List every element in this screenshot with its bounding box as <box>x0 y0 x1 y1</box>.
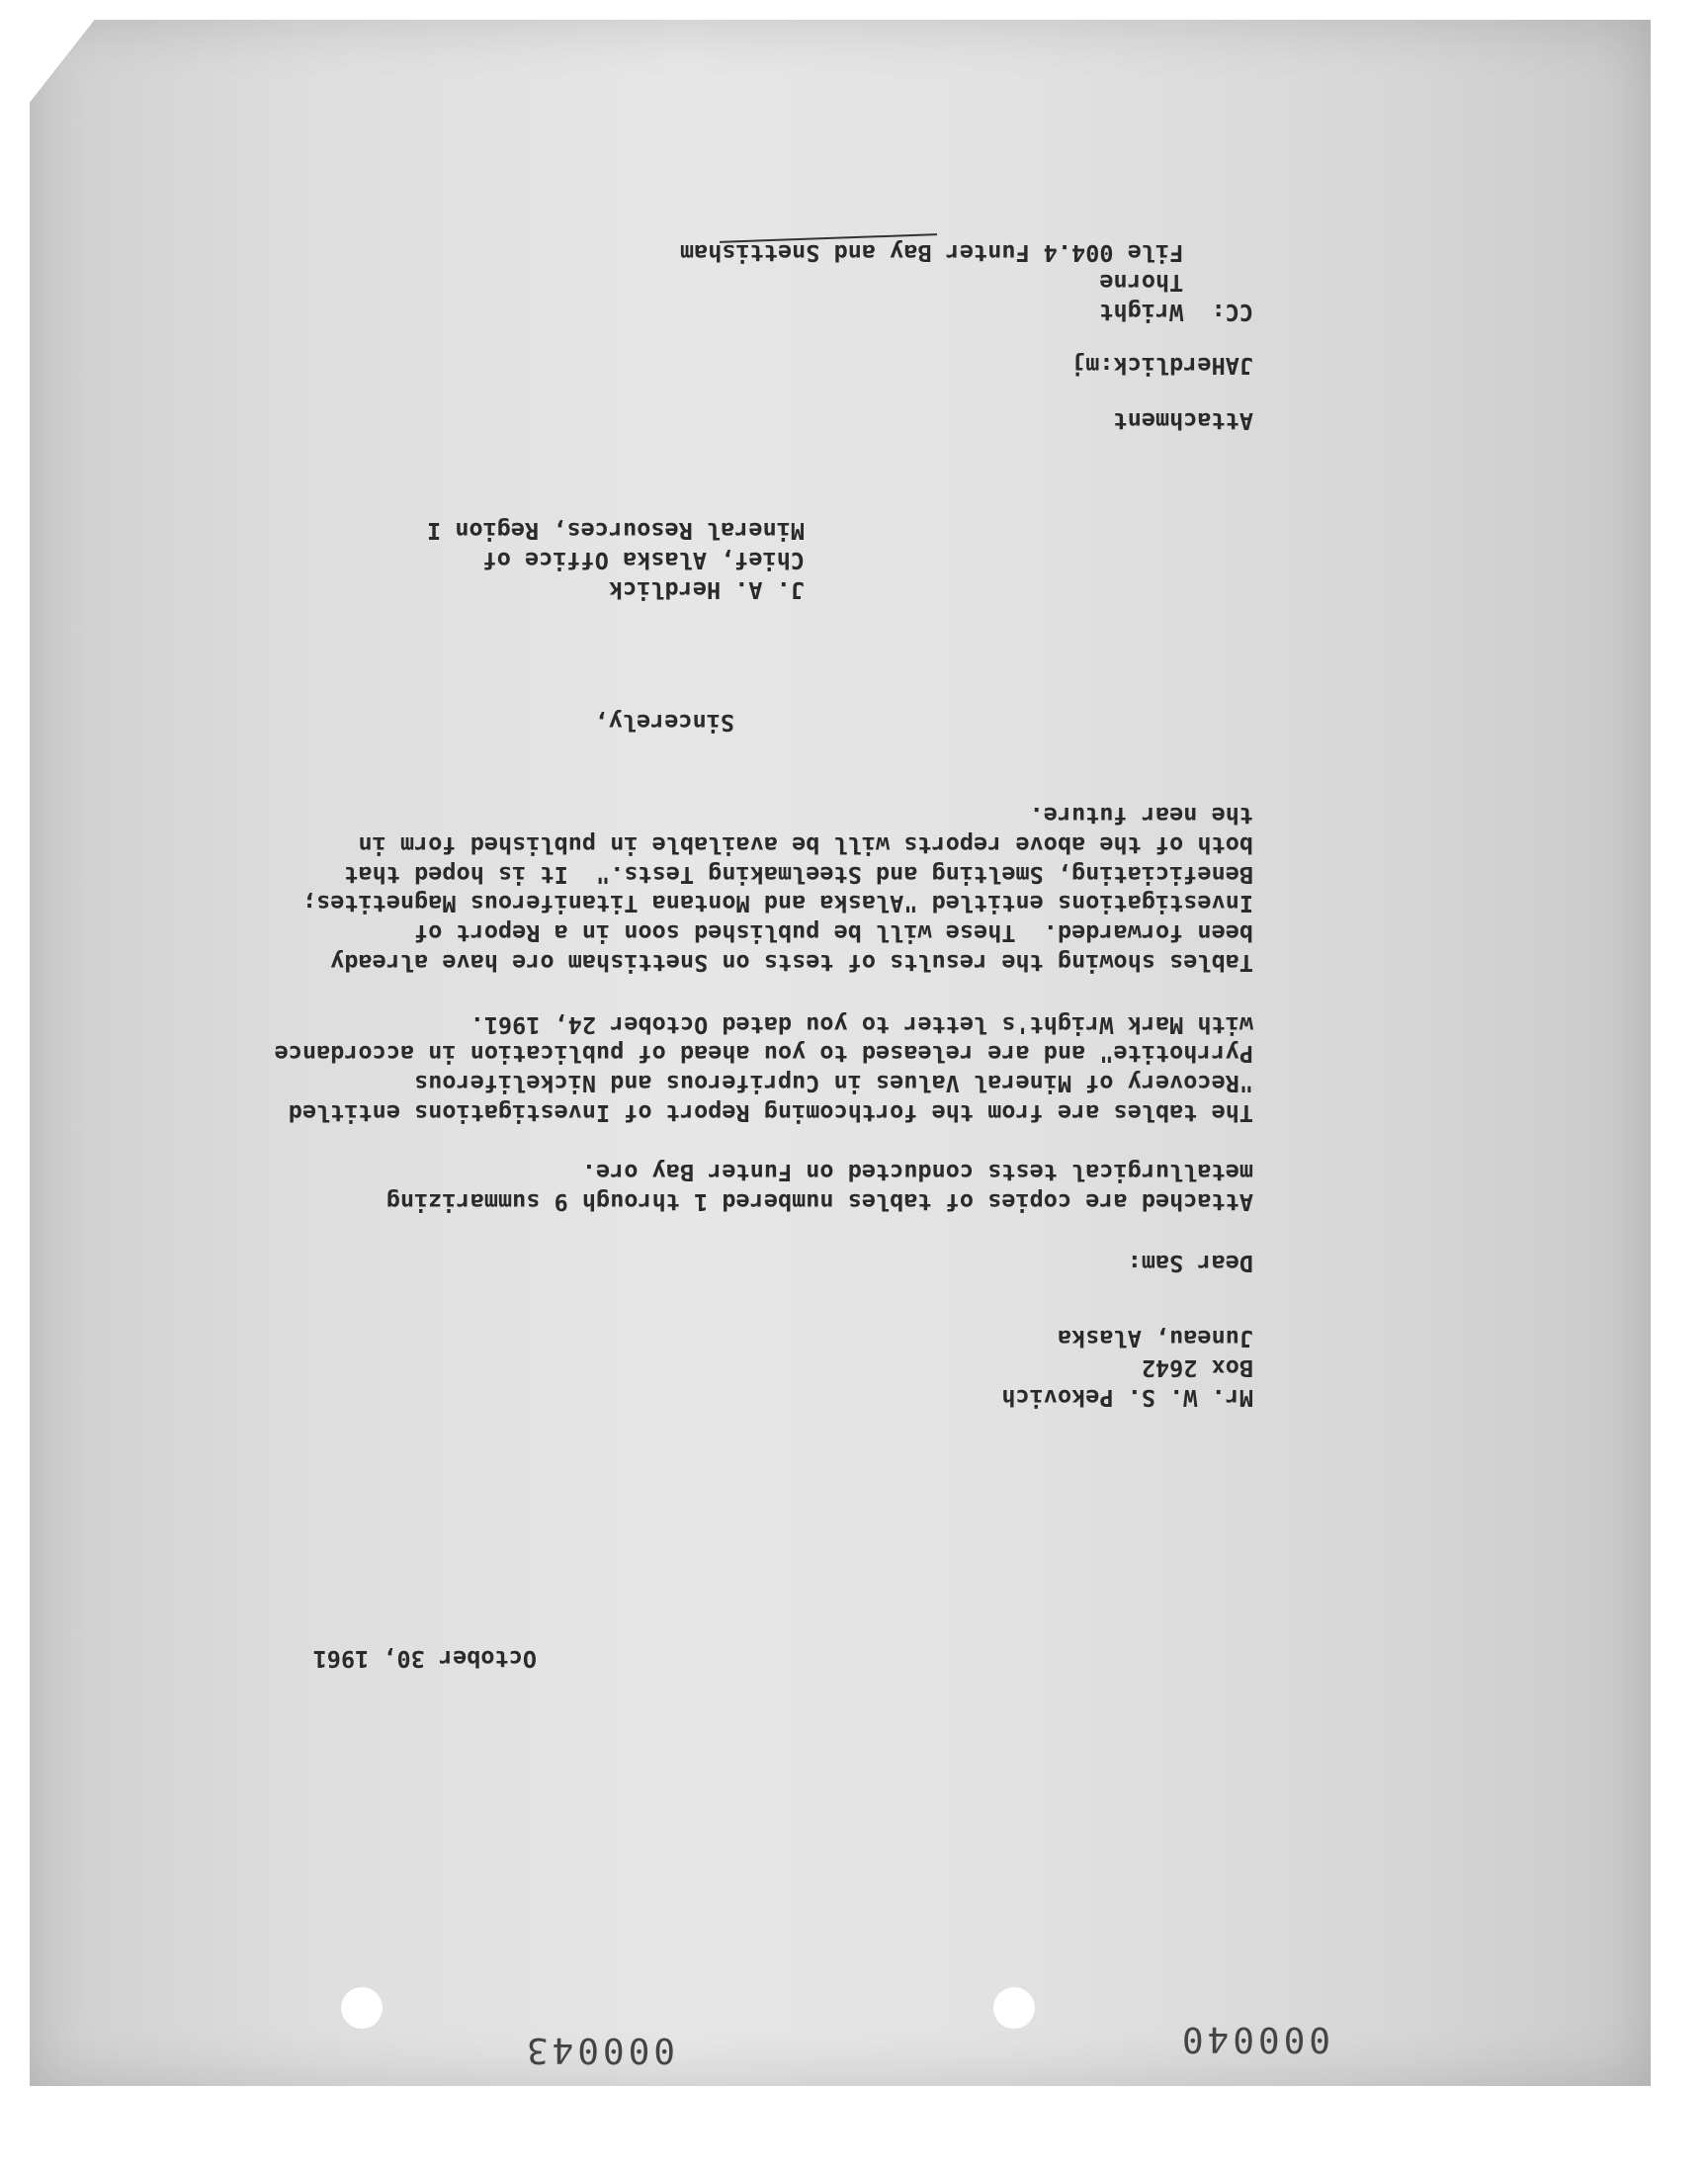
paragraph-2 <box>275 1009 1253 1127</box>
paragraph-line: been forwarded. These will be published soon in a Report of <box>414 919 1253 948</box>
page-stamp-left: 000043 <box>522 2030 675 2070</box>
letter-date: October 30, 1961 <box>312 1645 537 1673</box>
paragraph-line: Attached are copies of tables numbered 1 through 9 summarizing <box>385 1188 1253 1216</box>
paragraph-line: "Recovery of Mineral Values in Cupriferous and Nickeliferous <box>414 1070 1253 1098</box>
paragraph-line: the near future. <box>1029 802 1253 830</box>
recipient-line: Juneau, Alaska <box>1057 1325 1253 1353</box>
attachment-note: Attachment <box>1113 407 1253 435</box>
paragraph-line: Pyrrhotite" and are released to you ahead of publication in accordance <box>274 1040 1253 1069</box>
signature-line: Chief, Alaska Office of <box>482 547 805 575</box>
recipient-address <box>1001 1324 1253 1412</box>
recipient-line: Box 2642 <box>1141 1354 1253 1383</box>
salutation: Dear Sam: <box>1127 1250 1253 1277</box>
closing: Sincerely, <box>594 709 734 737</box>
paragraph-line: The tables are from the forthcoming Report of Investigations entitled <box>288 1099 1253 1127</box>
cc-line: Thorne <box>1099 269 1253 298</box>
recipient-line: Mr. W. S. Pekovich <box>1001 1384 1253 1412</box>
typist-initials: JAHerdlick:mj <box>1071 352 1253 380</box>
cc-line: CC: Wright <box>1099 299 1253 326</box>
paragraph-line: Investigations entitled "Alaska and Montana Titaniferous Magnetites; <box>301 890 1253 918</box>
cc-list <box>680 238 1253 326</box>
paragraph-line: both of the above reports will be available in published form in <box>358 830 1253 859</box>
signature-block <box>427 516 805 604</box>
signature-line: J. A. Herdlick <box>608 576 805 604</box>
paragraph-3 <box>302 800 1253 977</box>
cc-line: File 004.4 Funter Bay and Snettisham <box>679 239 1253 268</box>
page-stamp-right: 000040 <box>1177 2019 1330 2059</box>
signature-line: Mineral Resources, Region I <box>426 517 805 546</box>
paragraph-1 <box>386 1157 1253 1216</box>
paragraph-line: metallurgical tests conducted on Funter Bay ore. <box>581 1159 1253 1187</box>
paragraph-line: Beneficiating, Smelting and Steelmaking Tests." It is hoped that <box>344 860 1253 889</box>
paragraph-line: with Mark Wright's letter to you dated October 24, 1961. <box>470 1010 1253 1039</box>
paragraph-line: Tables showing the results of tests on Snettisham ore have already <box>330 949 1253 977</box>
